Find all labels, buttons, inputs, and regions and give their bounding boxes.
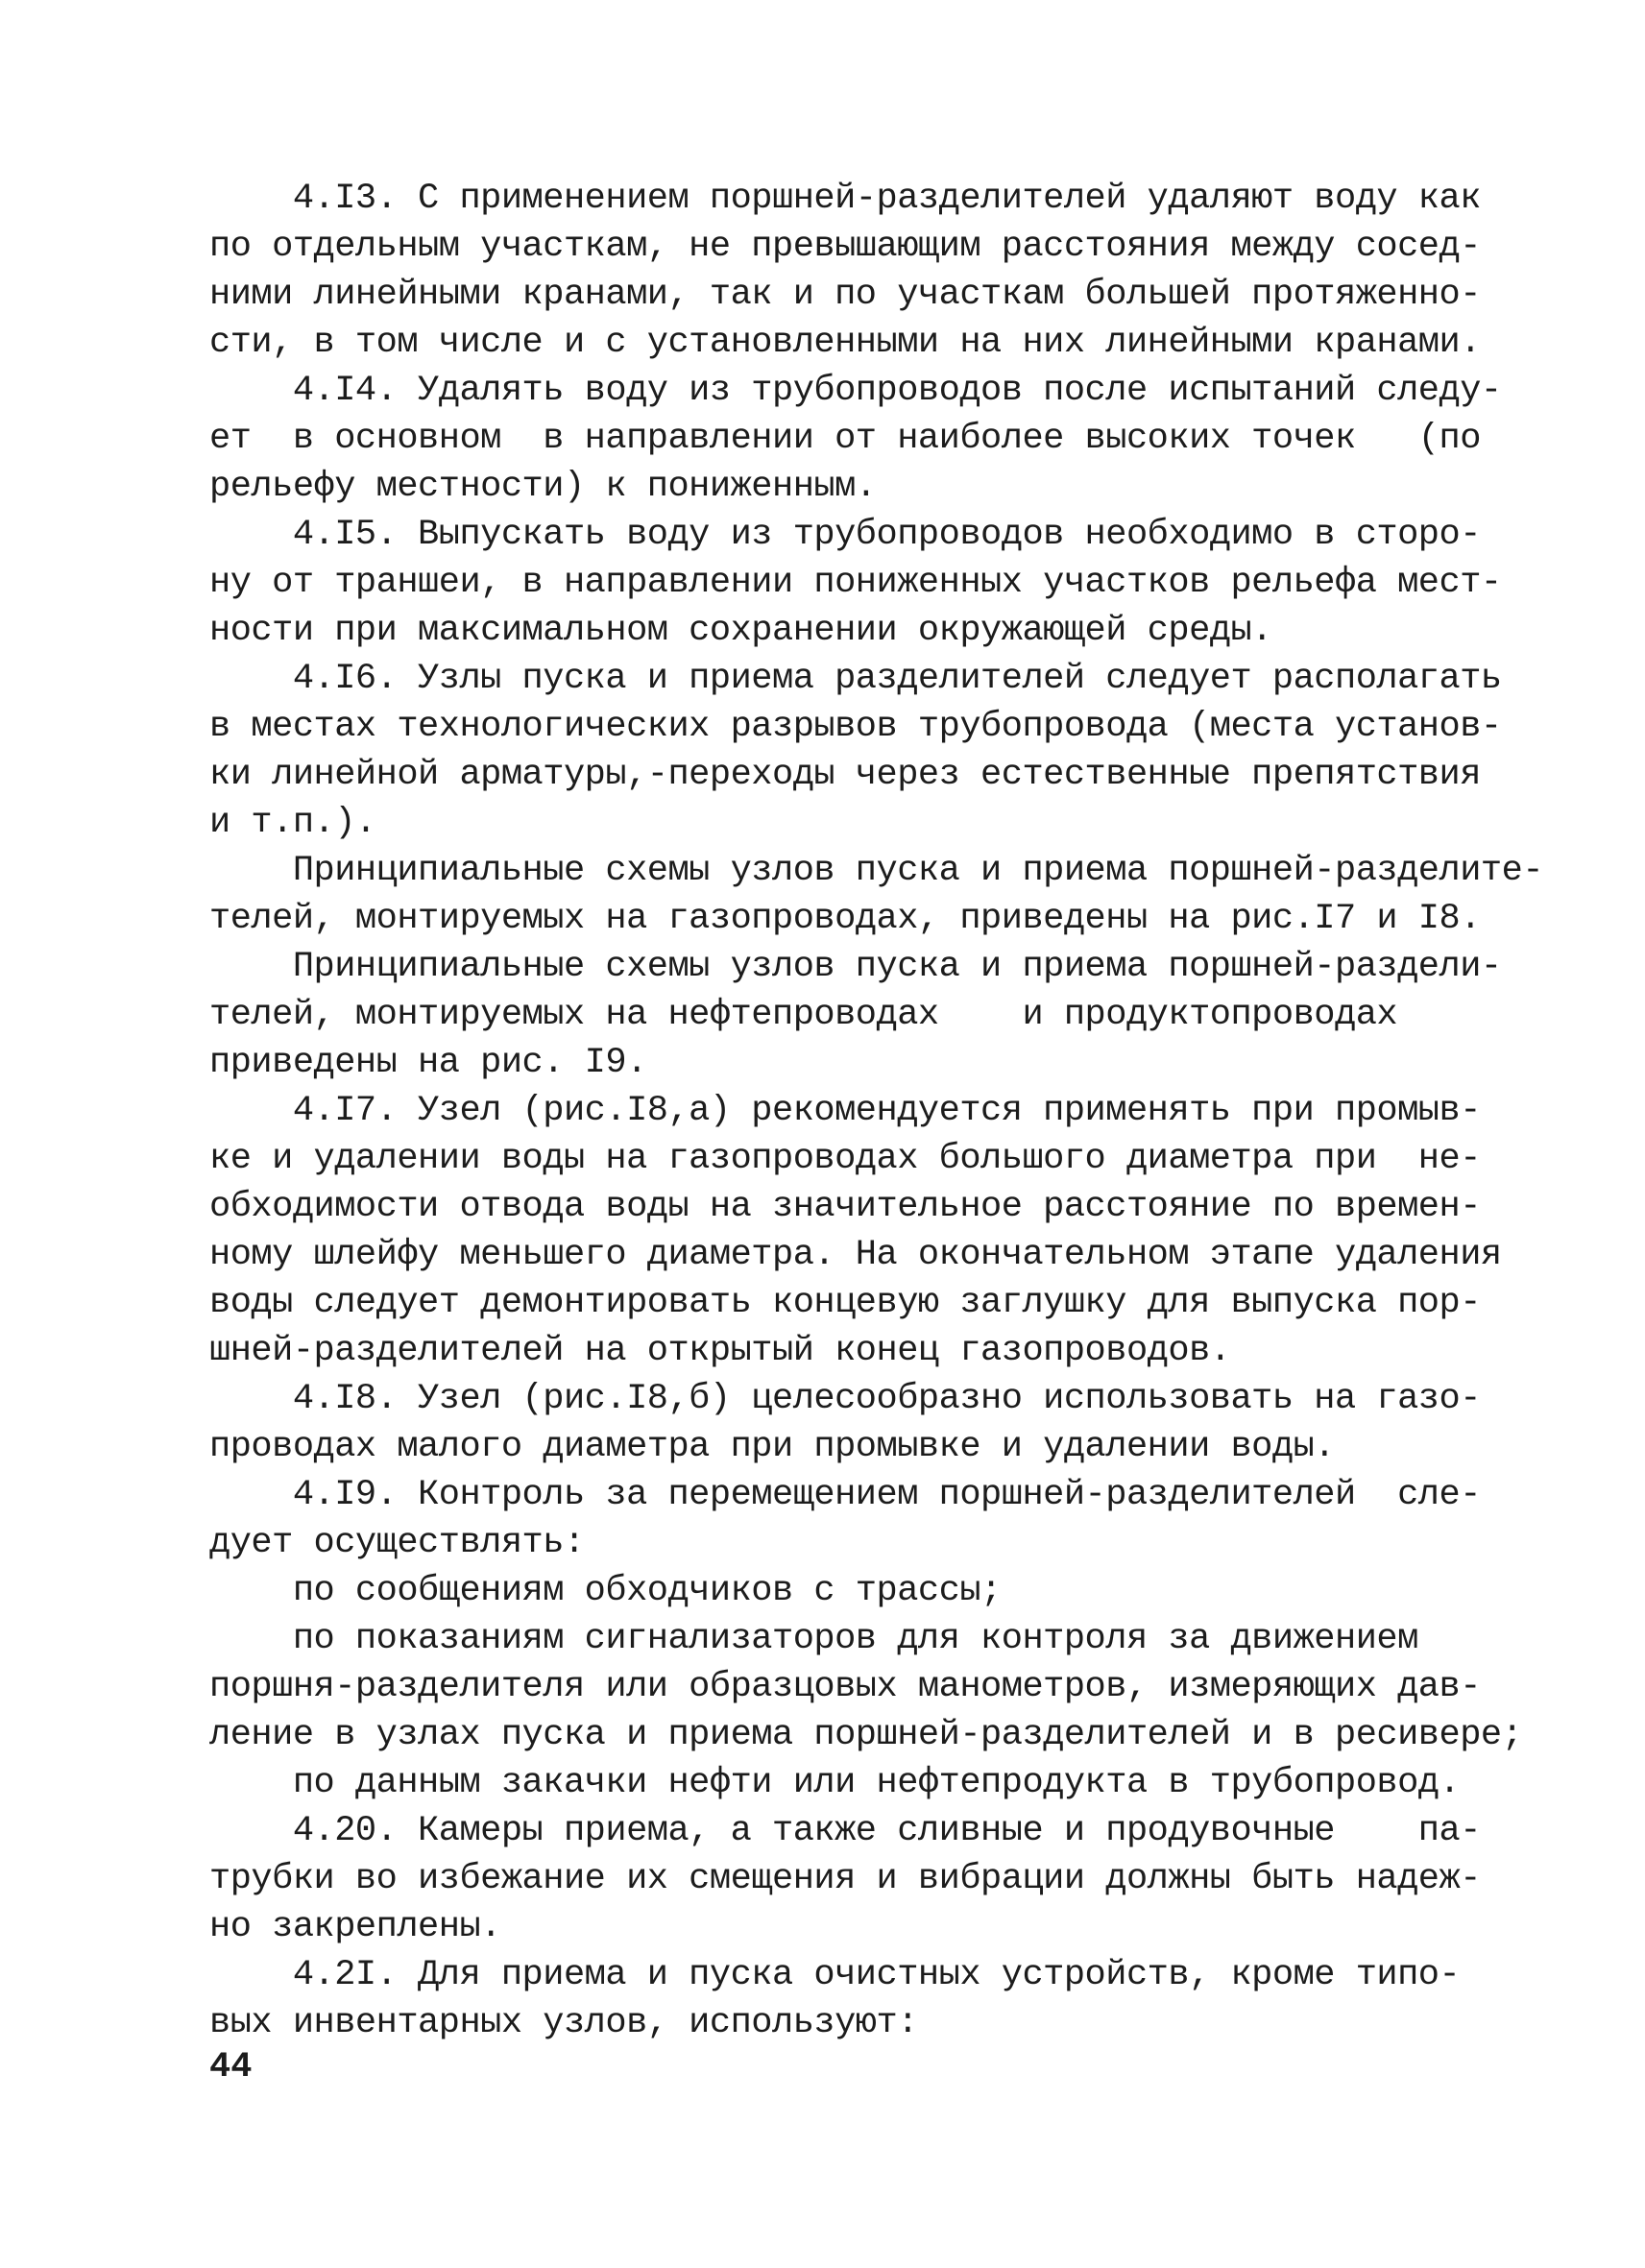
text-line: ну от траншеи, в направлении пониженных участков рельефа мест- <box>209 563 1502 603</box>
text-line: ними линейными кранами, так и по участкам большей протяженно- <box>209 275 1481 315</box>
text-line: проводах малого диаметра при промывке и удалении воды. <box>209 1427 1335 1467</box>
text-line: по сообщениям обходчиков с трассы; <box>209 1571 1002 1611</box>
text-line: 4.I7. Узел (рис.I8,а) рекомендуется применять при промыв- <box>209 1091 1481 1131</box>
text-line: обходимости отвода воды на значительное расстояние по времен- <box>209 1187 1481 1227</box>
text-line: 4.2I. Для приема и пуска очистных устройств, кроме типо- <box>209 1955 1461 1995</box>
text-line: рельефу местности) к пониженным. <box>209 467 877 507</box>
text-line: но закреплены. <box>209 1907 501 1947</box>
text-line: 4.I5. Выпускать воду из трубопроводов необходимо в сторо- <box>209 515 1481 555</box>
text-line: 4.20. Камеры приема, а также сливные и продувочные па- <box>209 1811 1481 1851</box>
text-line: приведены на рис. I9. <box>209 1043 647 1083</box>
text-line: сти, в том числе и с установленными на них линейными кранами. <box>209 323 1481 363</box>
text-line: 4.I4. Удалять воду из трубопроводов после испытаний следу- <box>209 371 1502 411</box>
text-line: 4.I3. С применением поршней-разделителей удаляют воду как <box>209 179 1481 219</box>
text-line: 4.I9. Контроль за перемещением поршней-разделителей сле- <box>209 1475 1481 1515</box>
text-line: по отдельным участкам, не превышающим расстояния между сосед- <box>209 227 1481 267</box>
page-number: 44 <box>209 2047 253 2087</box>
text-line: ности при максимальном сохранении окружающей среды. <box>209 611 1272 651</box>
text-line: Принципиальные схемы узлов пуска и приема поршней-разделите- <box>209 851 1544 891</box>
text-line: ет в основном в направлении от наиболее высоких точек (по <box>209 419 1481 459</box>
text-line: Принципиальные схемы узлов пуска и приема поршней-раздели- <box>209 947 1502 987</box>
text-line: по данным закачки нефти или нефтепродукта в трубопровод. <box>209 1763 1461 1803</box>
text-line: вых инвентарных узлов, используют: <box>209 2003 918 2043</box>
text-line: ки линейной арматуры,-переходы через естественные препятствия <box>209 755 1481 795</box>
text-line: шней-разделителей на открытый конец газопроводов. <box>209 1331 1231 1371</box>
text-line: по показаниям сигнализаторов для контроля за движением <box>209 1619 1418 1659</box>
text-line: и т.п.). <box>209 803 376 843</box>
text-line: в местах технологических разрывов трубопровода (места установ- <box>209 707 1502 747</box>
text-line: дует осуществлять: <box>209 1523 585 1563</box>
text-line: трубки во избежание их смещения и вибрации должны быть надеж- <box>209 1859 1481 1899</box>
text-line: 4.I8. Узел (рис.I8,б) целесообразно использовать на газо- <box>209 1379 1481 1419</box>
text-line: ке и удалении воды на газопроводах большого диаметра при не- <box>209 1139 1481 1179</box>
text-line: 4.I6. Узлы пуска и приема разделителей следует располагать <box>209 659 1502 699</box>
text-line: телей, монтируемых на газопроводах, приведены на рис.I7 и I8. <box>209 899 1481 939</box>
text-line: ление в узлах пуска и приема поршней-разделителей и в ресивере; <box>209 1715 1523 1755</box>
body-text <box>209 175 1544 2047</box>
text-line: ному шлейфу меньшего диаметра. На окончательном этапе удаления <box>209 1235 1502 1275</box>
text-line: телей, монтируемых на нефтепроводах и продуктопроводах <box>209 995 1398 1035</box>
text-line: поршня-разделителя или образцовых манометров, измеряющих дав- <box>209 1667 1481 1707</box>
text-line: воды следует демонтировать концевую заглушку для выпуска пор- <box>209 1283 1481 1323</box>
